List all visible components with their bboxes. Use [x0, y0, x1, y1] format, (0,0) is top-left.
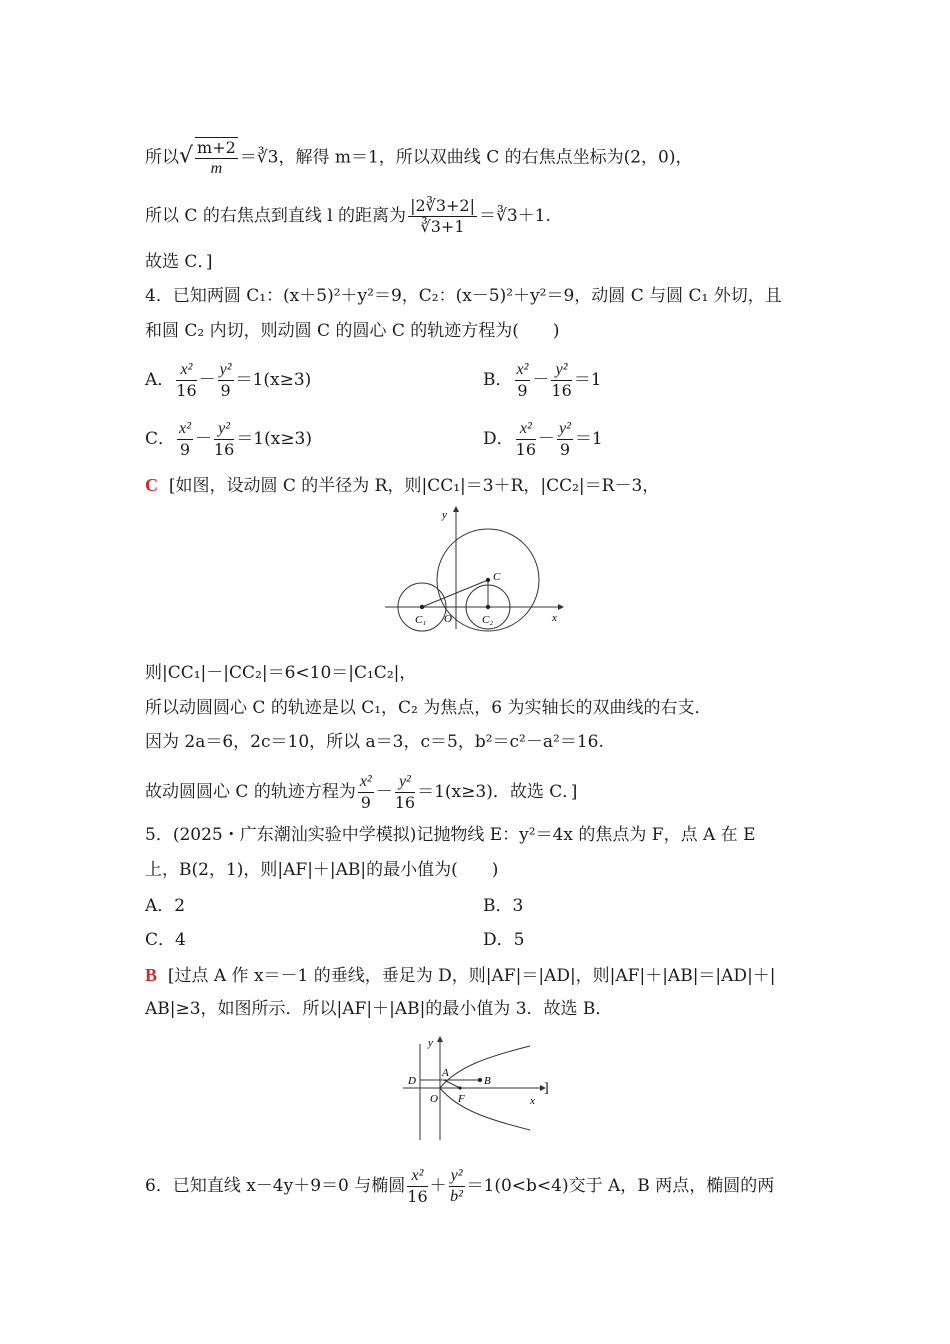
q6-stem-1: 6．已知直线 x－4y＋9＝0 与椭圆 $\frac{\text{x²}}{16}$ ＋ $\frac{\text{y²}}{\text{b²}}$ ＝1(0<b<4)交于 A，B 两点，椭圆的两: [145, 1167, 775, 1206]
solution-line-3: 故选 C．]: [145, 252, 213, 272]
q4-explanation-4: 因为 2a＝6，2c＝10，所以 a＝3，c＝5，b²＝c²－a²＝16.: [145, 732, 604, 752]
distance-fraction: $\frac{|2∛3+2|}{∛3+1}$: [410, 196, 475, 236]
q5-option-a: A．2: [145, 896, 186, 916]
q5-option-d: D．5: [483, 930, 525, 950]
fig5-a-label: A: [442, 1067, 449, 1079]
q4-option-a: A． $\frac{\text{x²}}{16}$ － $\frac{\text{y²}}{9}$ ＝1(x≥3): [145, 361, 312, 400]
q4-option-c: C． $\frac{\text{x²}}{9}$ － $\frac{\text{y²}}{16}$ ＝1(x≥3): [145, 420, 313, 459]
fig-x-label: x: [552, 612, 557, 624]
q4-option-d: D． $\frac{\text{x²}}{16}$ － $\frac{\text{y²}}{9}$ ＝1: [483, 420, 603, 459]
q4-explanation-2: 则|CC₁|－|CC₂|＝6<10＝|C₁C₂|，: [145, 663, 417, 683]
q5-answer: B: [145, 965, 158, 985]
solution-line-2: 所以 C 的右焦点到直线 l 的距离为 $\frac{|2∛3+2|}{∛3+1}$ ＝∛3＋1.: [145, 196, 551, 236]
q4-explanation-5: 故动圆圆心 C 的轨迹方程为 $\frac{\text{x²}}{9}$ － $\frac{\text{y²}}{16}$ ＝1(x≥3)．故选 C．]: [145, 773, 578, 812]
q5-stem-1: 5．(2025・广东潮汕实验中学模拟)记抛物线 E：y²＝4x 的焦点为 F，点 A 在 E: [145, 825, 756, 845]
q4-explanation-3: 所以动圆圆心 C 的轨迹是以 C₁，C₂ 为焦点，6 为实轴长的双曲线的右支．: [145, 698, 712, 718]
q5-stem-2: 上，B(2，1)，则|AF|＋|AB|的最小值为( ): [145, 860, 499, 880]
fig-y-label: y: [442, 509, 447, 521]
fig-origin-label: O: [444, 613, 452, 625]
fig5-f-label: F: [458, 1093, 465, 1105]
q4-stem-1: 4．已知两圆 C₁：(x＋5)²＋y²＝9，C₂：(x－5)²＋y²＝9，动圆 C 与圆 C₁ 外切，且: [145, 286, 782, 306]
fig5-y-label: y: [428, 1037, 433, 1049]
q5-explanation-2: AB|≥3，如图所示．所以|AF|＋|AB|的最小值为 3．故选 B．: [145, 999, 613, 1019]
fig5-x-label: x: [530, 1095, 535, 1107]
fig5-b-label: B: [484, 1075, 491, 1087]
fig5-origin-label: O: [430, 1093, 438, 1105]
solution-line-1: 所以√ $\frac{m+2}{m}$ ＝∛3，解得 m＝1，所以双曲线 C 的右焦点坐标为(2，0)，: [145, 138, 693, 177]
fig5-closing-bracket: ]: [544, 1081, 549, 1096]
fig-c1-label: C₁: [415, 614, 427, 626]
q5-explanation-1: B [过点 A 作 x＝－1 的垂线，垂足为 D，则|AF|＝|AD|，则|AF|＋|AB|＝|AD|＋|: [145, 965, 776, 986]
fig-c2-label: C₂: [482, 614, 494, 626]
radical-fraction: $\frac{m+2}{m}$: [197, 138, 236, 177]
fig5-d-label: D: [408, 1075, 416, 1087]
q4-explanation-1: C [如图，设动圆 C 的半径为 R，则|CC₁|＝3＋R，|CC₂|＝R－3，: [145, 475, 660, 496]
q4-option-b: B． $\frac{\text{x²}}{9}$ － $\frac{\text{y²}}{16}$ ＝1: [483, 361, 602, 400]
q4-stem-2: 和圆 C₂ 内切，则动圆 C 的圆心 C 的轨迹方程为( ): [145, 321, 560, 341]
q4-answer: C: [145, 475, 158, 495]
fig-c-label: C: [493, 571, 501, 583]
parabola-figure: [400, 1034, 560, 1144]
q5-option-b: B．3: [483, 896, 524, 916]
q5-option-c: C．4: [145, 930, 186, 950]
circles-figure: [380, 504, 570, 634]
